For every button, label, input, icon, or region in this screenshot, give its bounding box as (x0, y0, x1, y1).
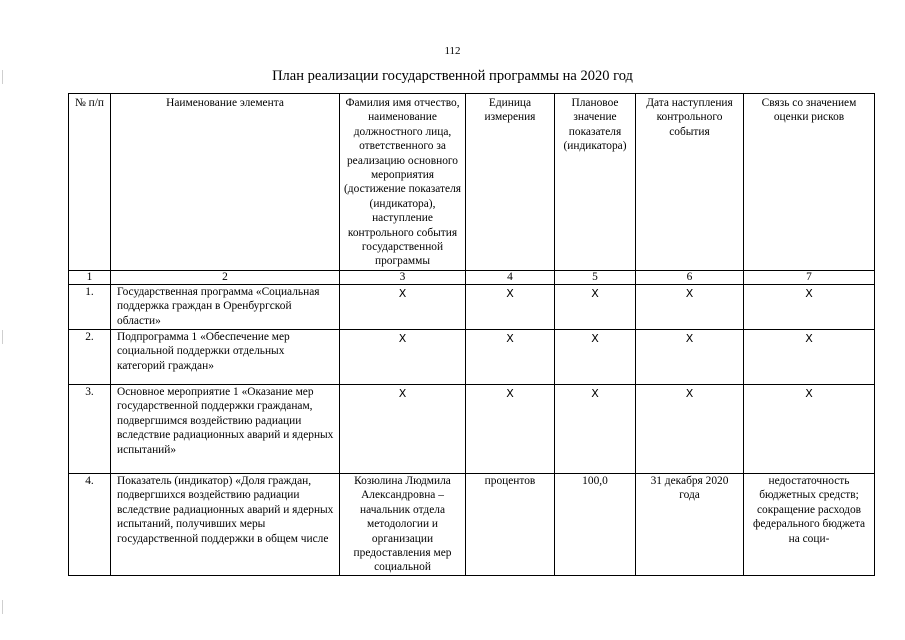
element-name: Показатель (индикатор) «Доля граждан, подвергшихся воздействию радиации вследствие радиационных аварий и ядерных испытаний, получивших меры государственной поддержки в общем числе (111, 473, 340, 575)
column-number: 5 (555, 270, 636, 284)
table-row (69, 284, 875, 329)
row-number: 2. (69, 329, 111, 384)
element-name: Подпрограмма 1 «Обеспечение мер социальной поддержки отдельных категорий граждан» (111, 329, 340, 384)
table-row (69, 473, 875, 575)
x-mark: X (506, 331, 514, 345)
table-row (69, 384, 875, 473)
column-number: 3 (340, 270, 466, 284)
column-number: 7 (744, 270, 875, 284)
margin-mark (2, 330, 3, 344)
column-number: 4 (466, 270, 555, 284)
header-num: № п/п (69, 94, 111, 271)
header-risk-link: Связь со значением оценки рисков (744, 94, 875, 271)
margin-mark (2, 600, 3, 614)
x-mark: X (506, 286, 514, 300)
x-mark: X (805, 386, 813, 400)
x-mark: X (591, 331, 599, 345)
x-mark: X (685, 386, 694, 400)
header-event-date: Дата наступления контрольного события (636, 94, 744, 271)
x-mark: X (591, 386, 599, 400)
row-number: 3. (69, 384, 111, 473)
x-mark: X (591, 286, 599, 300)
column-number-row (69, 270, 875, 284)
risk-link: недостаточность бюджетных средств; сокращение расходов федерального бюджета на соци- (744, 473, 875, 575)
x-mark: X (398, 331, 407, 345)
column-number: 2 (111, 270, 340, 284)
column-number: 6 (636, 270, 744, 284)
event-date: 31 декабря 2020 года (636, 473, 744, 575)
x-mark: X (805, 286, 813, 300)
header-responsible: Фамилия имя отчество, наименование должностного лица, ответственного за реализацию основного мероприятия (достижение показателя (индикатора), наступление контрольного события государственной программы (340, 94, 466, 271)
header-unit: Единица измерения (466, 94, 555, 271)
header-row (69, 94, 875, 271)
element-name: Государственная программа «Социальная поддержка граждан в Оренбургской области» (111, 284, 340, 329)
responsible-person: Козюлина Людмила Александровна – начальник отдела методологии и организации предоставления мер социальной (340, 473, 466, 575)
plan-table (68, 93, 875, 576)
page-number: 112 (444, 45, 461, 57)
planned-value: 100,0 (555, 473, 636, 575)
x-mark: X (805, 331, 813, 345)
x-mark: X (685, 331, 694, 345)
x-mark: X (398, 286, 407, 300)
x-mark: X (506, 386, 514, 400)
column-number: 1 (69, 270, 111, 284)
table-row (69, 329, 875, 384)
element-name: Основное мероприятие 1 «Оказание мер государственной поддержки гражданам, подвергшимся воздействию радиации вследствие радиационных аварий и ядерных испытаний» (111, 384, 340, 473)
header-element-name: Наименование элемента (111, 94, 340, 271)
row-number: 1. (69, 284, 111, 329)
x-mark: X (398, 386, 407, 400)
unit-of-measure: процентов (466, 473, 555, 575)
row-number: 4. (69, 473, 111, 575)
x-mark: X (685, 286, 694, 300)
document-title: План реализации государственной программы на 2020 год (272, 68, 633, 84)
header-planned-value: Плановое значение показателя (индикатора) (555, 94, 636, 271)
